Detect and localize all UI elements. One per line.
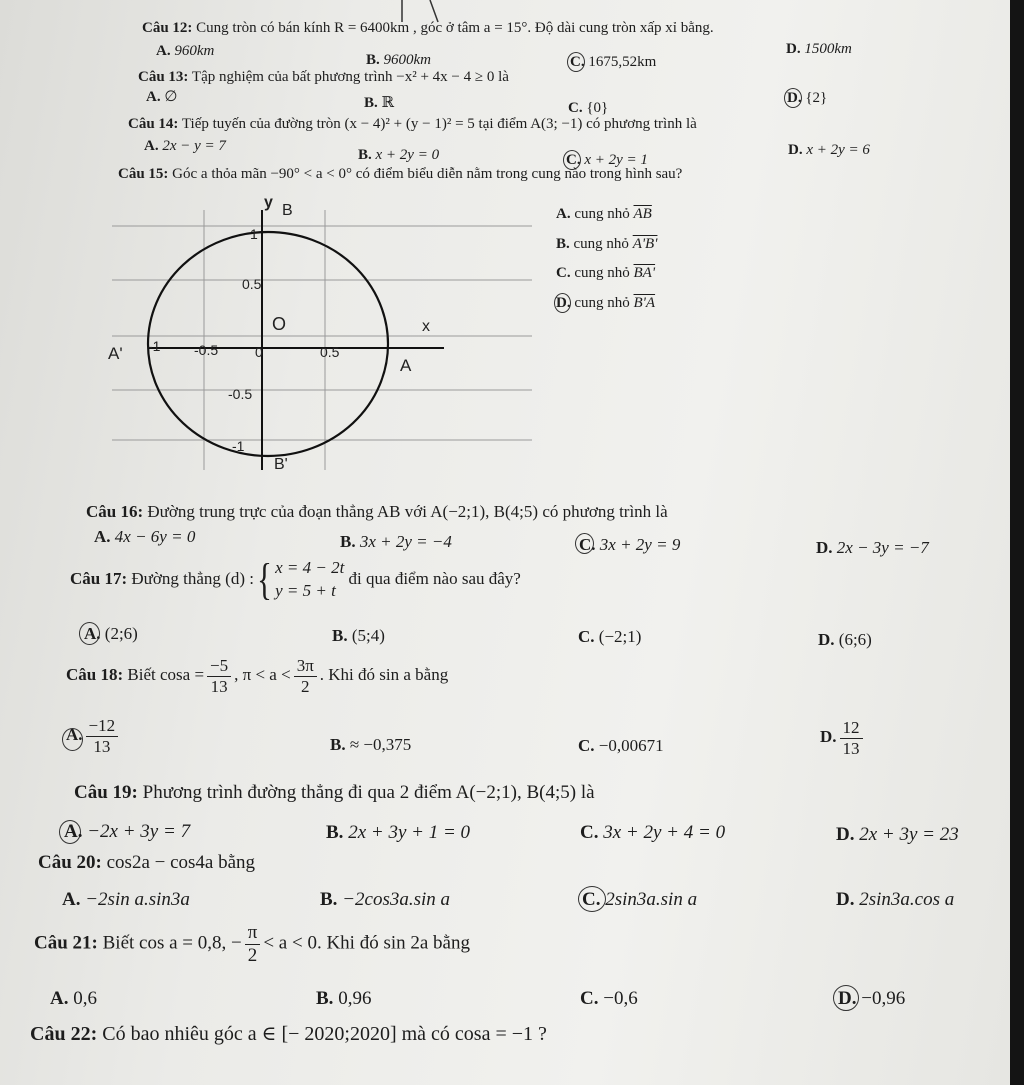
q14-option-c[interactable]: C. x + 2y = 1 [566, 152, 648, 168]
unit-circle-diagram [82, 190, 552, 480]
y-axis-label: y [264, 194, 273, 211]
q17-option-c[interactable]: C. (−2;1) [578, 627, 642, 646]
q16-option-b[interactable]: B. 3x + 2y = −4 [340, 532, 452, 551]
point-b-label: B [282, 202, 293, 219]
q18-option-a[interactable]: A. $\frac{-12}{13}$ [66, 716, 121, 756]
q16-option-d[interactable]: D. 2x − 3y = −7 [816, 538, 929, 557]
q17-stem: Câu 17: Đường thẳng (d) :{ x = 4 − 2t y = 5 + t đi qua điểm nào sau đây? [70, 554, 521, 604]
q15-option-b[interactable]: B. cung nhỏ A'B' [556, 236, 658, 252]
q20-option-d[interactable]: D. 2sin3a.cos a [836, 889, 955, 910]
tick-0.5-x: 0.5 [320, 344, 340, 360]
point-a-prime-label: A' [108, 344, 123, 363]
q12-option-a[interactable]: A. 960km [156, 43, 215, 59]
q20-stem: Câu 20: cos2a − cos4a bằng [38, 852, 256, 873]
q16-option-c[interactable]: C. 3x + 2y = 9 [579, 535, 681, 554]
q16-option-a[interactable]: A. 4x − 6y = 0 [94, 527, 196, 546]
tick-1-y: 1 [250, 226, 258, 242]
background-edge [1010, 0, 1024, 1085]
q20-option-b[interactable]: B. −2cos3a.sin a [320, 889, 451, 910]
q13-option-b[interactable]: B. ℝ [364, 95, 394, 111]
tick-neg1-y: -1 [232, 438, 245, 454]
unit-circle-figure [82, 190, 552, 480]
q13-option-a[interactable]: A. ∅ [146, 89, 178, 105]
q16-stem: Câu 16: Đường trung trực của đoạn thẳng AB với A(−2;1), B(4;5) có phương trình là [86, 502, 668, 521]
q14-option-a[interactable]: A. 2x − y = 7 [144, 138, 226, 154]
q18-option-b[interactable]: B. ≈ −0,375 [330, 735, 412, 754]
q19-option-d[interactable]: D. 2x + 3y = 23 [836, 824, 959, 845]
q15-option-d[interactable]: D. cung nhỏ B'A [556, 295, 656, 311]
origin-label: O [272, 314, 287, 334]
x-axis-label: x [422, 318, 430, 335]
q19-option-c[interactable]: C. 3x + 2y + 4 = 0 [580, 822, 726, 843]
q17-option-b[interactable]: B. (5;4) [332, 626, 385, 645]
q12-option-b[interactable]: B. 9600km [366, 52, 432, 68]
q12-option-c[interactable]: C. 1675,52km [570, 54, 657, 70]
q18-stem: Câu 18: Biết cosa = $\frac{-5}{13}$ , π < a < $\frac{3\pi}{2}$ . Khi đó sin a bằng [66, 656, 449, 696]
q21-option-c[interactable]: C. −0,6 [580, 988, 638, 1009]
q15-option-a[interactable]: A. cung nhỏ $\overline{AB}$ [556, 206, 652, 222]
point-b-prime-label: B' [274, 456, 288, 473]
q17-option-a[interactable]: A. (2;6) [84, 624, 138, 643]
q21-stem: Câu 21: Biết cos a = 0,8, − $\frac{\pi}{2}$ < a < 0. Khi đó sin 2a bằng [34, 922, 470, 966]
q12-option-d[interactable]: D. 1500km [786, 41, 852, 57]
q20-option-c[interactable]: C. 2sin3a.sin a [582, 889, 698, 910]
q21-option-b[interactable]: B. 0,96 [316, 988, 372, 1009]
q20-option-a[interactable]: A. −2sin a.sin3a [62, 889, 190, 910]
q13-option-c[interactable]: C. {0} [568, 100, 609, 116]
q14-stem: Câu 14: Tiếp tuyến của đường tròn (x − 4)² + (y − 1)² = 5 tại điểm A(3; −1) có phương trình là [128, 116, 697, 132]
q12-stem: Câu 12: Cung tròn có bán kính R = 6400km , góc ở tâm a = 15°. Độ dài cung tròn xấp xỉ bằng. [142, 20, 714, 36]
tick-neg0.5-x: -0.5 [194, 342, 219, 358]
tick-neg1-x: -1 [148, 338, 161, 354]
q17-option-d[interactable]: D. (6;6) [818, 630, 872, 649]
q18-option-c[interactable]: C. −0,00671 [578, 736, 664, 755]
q15-stem: Câu 15: Góc a thỏa mãn −90° < a < 0° có điểm biểu diễn nằm trong cung nào trong hình sau? [118, 166, 683, 182]
tick-0-x: 0 [255, 344, 263, 360]
q18-option-d[interactable]: D. $\frac{12}{13}$ [820, 718, 866, 758]
q14-option-b[interactable]: B. x + 2y = 0 [358, 147, 440, 163]
q13-option-d[interactable]: D. {2} [787, 90, 828, 106]
q19-option-a[interactable]: A. −2x + 3y = 7 [64, 821, 191, 842]
q14-option-d[interactable]: D. x + 2y = 6 [788, 142, 870, 158]
q21-option-d[interactable]: D. −0,96 [838, 988, 906, 1009]
tick-neg0.5-y: -0.5 [228, 386, 253, 402]
q19-option-b[interactable]: B. 2x + 3y + 1 = 0 [326, 822, 471, 843]
q19-stem: Câu 19: Phương trình đường thẳng đi qua 2 điểm A(−2;1), B(4;5) là [74, 782, 595, 803]
tick-0.5-y: 0.5 [242, 276, 262, 292]
q15-option-c[interactable]: C. cung nhỏ BA' [556, 265, 656, 281]
q22-stem: Câu 22: Có bao nhiêu góc a ∈ [− 2020;2020] mà có cosa = −1 ? [30, 1023, 547, 1045]
q13-stem: Câu 13: Tập nghiệm của bất phương trình −x² + 4x − 4 ≥ 0 là [138, 69, 509, 85]
point-a-label: A [400, 356, 412, 375]
q21-option-a[interactable]: A. 0,6 [50, 988, 97, 1009]
